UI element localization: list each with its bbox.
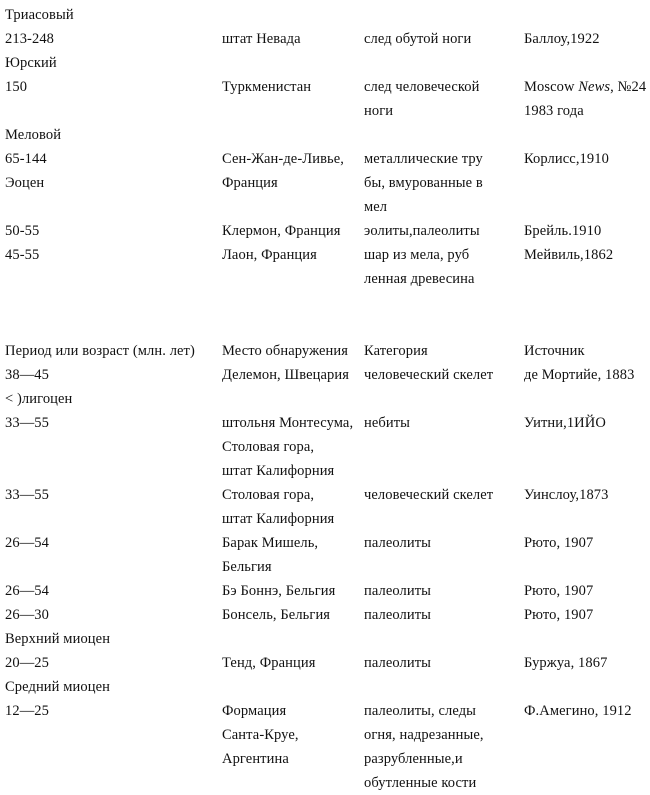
table-cell-2: Бельгия bbox=[222, 559, 272, 575]
table-row bbox=[0, 363, 650, 387]
table-cell-3: палеолиты bbox=[364, 655, 432, 671]
table-cell-1: 26—30 bbox=[5, 607, 49, 623]
table-row bbox=[0, 507, 650, 531]
table-cell-3: след человеческой bbox=[364, 79, 480, 95]
table-cell-1: < )лигоцен bbox=[5, 391, 73, 407]
table-cell-2: Туркменистан bbox=[222, 79, 312, 95]
table-header-row bbox=[0, 339, 650, 363]
table-cell-3: палеолиты bbox=[364, 607, 432, 623]
table-cell-4: Ф.Амегино, 1912 bbox=[524, 703, 632, 719]
table-header-cell-1: Период или возраст (млн. лет) bbox=[5, 343, 195, 359]
table-row bbox=[0, 459, 650, 483]
table-row bbox=[0, 651, 650, 675]
table-cell-2: Тенд, Франция bbox=[222, 655, 316, 671]
table-row bbox=[0, 603, 650, 627]
table-cell-3: ноги bbox=[364, 103, 394, 119]
table-cell-2: штат Калифорния bbox=[222, 511, 335, 527]
table-cell-4: Рюто, 1907 bbox=[524, 607, 594, 623]
table-cell-2: Бэ Боннэ, Бельгия bbox=[222, 583, 336, 599]
table-cell-2: Франция bbox=[222, 175, 278, 191]
table-cell-4: Уинслоу,1873 bbox=[524, 487, 609, 503]
table-cell-3: огня, надрезанные, bbox=[364, 727, 484, 743]
table-row bbox=[0, 195, 650, 219]
table-row bbox=[0, 99, 650, 123]
table-row bbox=[0, 267, 650, 291]
table-cell-4: Мейвиль,1862 bbox=[524, 247, 614, 263]
table-cell-1: 20—25 bbox=[5, 655, 49, 671]
table-row bbox=[0, 219, 650, 243]
table-row bbox=[0, 291, 650, 315]
table-cell-3: бы, вмурованные в bbox=[364, 175, 483, 191]
table-cell-4: Рюто, 1907 bbox=[524, 535, 594, 551]
table-row bbox=[0, 675, 650, 699]
table-cell-1: Средний миоцен bbox=[5, 679, 110, 695]
table-row bbox=[0, 315, 650, 339]
table-header-cell-4: Источник bbox=[524, 343, 585, 359]
table-cell-1: 150 bbox=[5, 79, 28, 95]
table-row bbox=[0, 771, 650, 795]
table-row bbox=[0, 411, 650, 435]
table-cell-2: штат Невада bbox=[222, 31, 301, 47]
table-cell-2: Делемон, Швецария bbox=[222, 367, 350, 383]
table-row bbox=[0, 75, 650, 99]
table-cell-4: Рюто, 1907 bbox=[524, 583, 594, 599]
table-cell-2: Столовая гора, bbox=[222, 487, 315, 503]
table-row bbox=[0, 747, 650, 771]
table-cell-2: Сен-Жан-де-Ливье, bbox=[222, 151, 344, 167]
table-cell-3: ленная древесина bbox=[364, 271, 475, 287]
table-row bbox=[0, 483, 650, 507]
table-cell-1: 38—45 bbox=[5, 367, 49, 383]
table-cell-3: обутленные кости bbox=[364, 775, 477, 791]
table-cell-1: 26—54 bbox=[5, 535, 49, 551]
table-header-cell-3: Категория bbox=[364, 343, 428, 359]
table-row bbox=[0, 3, 650, 27]
table-cell-2: Клермон, Франция bbox=[222, 223, 341, 239]
table-cell-3: след обутой ноги bbox=[364, 31, 472, 47]
table-cell-1: 12—25 bbox=[5, 703, 49, 719]
table-row bbox=[0, 579, 650, 603]
table-cell-3: небиты bbox=[364, 415, 411, 431]
table-cell-4: 1983 года bbox=[524, 103, 584, 119]
table-cell-2: Барак Мишель, bbox=[222, 535, 319, 551]
italic-run: News bbox=[578, 79, 611, 95]
table-cell-3: палеолиты bbox=[364, 535, 432, 551]
table-cell-2: Столовая гора, bbox=[222, 439, 315, 455]
table-cell-1: 33—55 bbox=[5, 487, 49, 503]
table-row bbox=[0, 147, 650, 171]
table-cell-3: эолиты,палеолиты bbox=[364, 223, 480, 239]
table-cell-2: штольня Монтесума, bbox=[222, 415, 354, 431]
table-cell-1: Эоцен bbox=[5, 175, 45, 191]
table-cell-2: Бонсель, Бельгия bbox=[222, 607, 331, 623]
table-cell-1: 45-55 bbox=[5, 247, 40, 263]
table-row bbox=[0, 123, 650, 147]
table-row bbox=[0, 699, 650, 723]
table-cell-1: 26—54 bbox=[5, 583, 49, 599]
table-row bbox=[0, 435, 650, 459]
table-cell-1: 33—55 bbox=[5, 415, 49, 431]
table-cell-3: человеческий скелет bbox=[364, 487, 494, 503]
table-row bbox=[0, 171, 650, 195]
table-cell-4: Баллоу,1922 bbox=[524, 31, 600, 47]
table-row bbox=[0, 555, 650, 579]
table-cell-3: шар из мела, руб bbox=[364, 247, 470, 263]
table-row bbox=[0, 723, 650, 747]
table-cell-1: Юрский bbox=[5, 55, 57, 71]
table-cell-1: Верхний миоцен bbox=[5, 631, 111, 647]
table-cell-2: штат Калифорния bbox=[222, 463, 335, 479]
table-cell-4: Брейль.1910 bbox=[524, 223, 602, 239]
table-row bbox=[0, 51, 650, 75]
table-cell-1: 213-248 bbox=[5, 31, 55, 47]
table-cell-3: палеолиты, следы bbox=[364, 703, 477, 719]
table-cell-4: де Мортийе, 1883 bbox=[524, 367, 635, 383]
table-cell-3: человеческий скелет bbox=[364, 367, 494, 383]
table-cell-4: Уитни,1ИЙО bbox=[524, 415, 606, 431]
table-cell-4: Буржуа, 1867 bbox=[524, 655, 608, 671]
table-cell-2: Аргентина bbox=[222, 751, 289, 767]
table-cell-2: Санта-Круе, bbox=[222, 727, 299, 743]
table-cell-3: металлические тру bbox=[364, 151, 483, 167]
table-row bbox=[0, 243, 650, 267]
table-cell-3: разрубленные,и bbox=[364, 751, 463, 767]
table-cell-2: Формация bbox=[222, 703, 287, 719]
table-cell-1: Триасовый bbox=[5, 7, 74, 23]
table-cell-1: Меловой bbox=[5, 127, 62, 143]
table-cell-1: 65-144 bbox=[5, 151, 47, 167]
table-header-cell-2: Место обнаружения bbox=[222, 343, 349, 359]
table-cell-4: Корлисс,1910 bbox=[524, 151, 609, 167]
table-row bbox=[0, 627, 650, 651]
table-cell-4: Moscow News, №24 bbox=[524, 79, 647, 95]
table-row bbox=[0, 387, 650, 411]
table-cell-2: Лаон, Франция bbox=[222, 247, 317, 263]
table-cell-1: 50-55 bbox=[5, 223, 40, 239]
table-row bbox=[0, 531, 650, 555]
table-cell-3: палеолиты bbox=[364, 583, 432, 599]
table-cell-3: мел bbox=[364, 199, 388, 215]
table-row bbox=[0, 27, 650, 51]
